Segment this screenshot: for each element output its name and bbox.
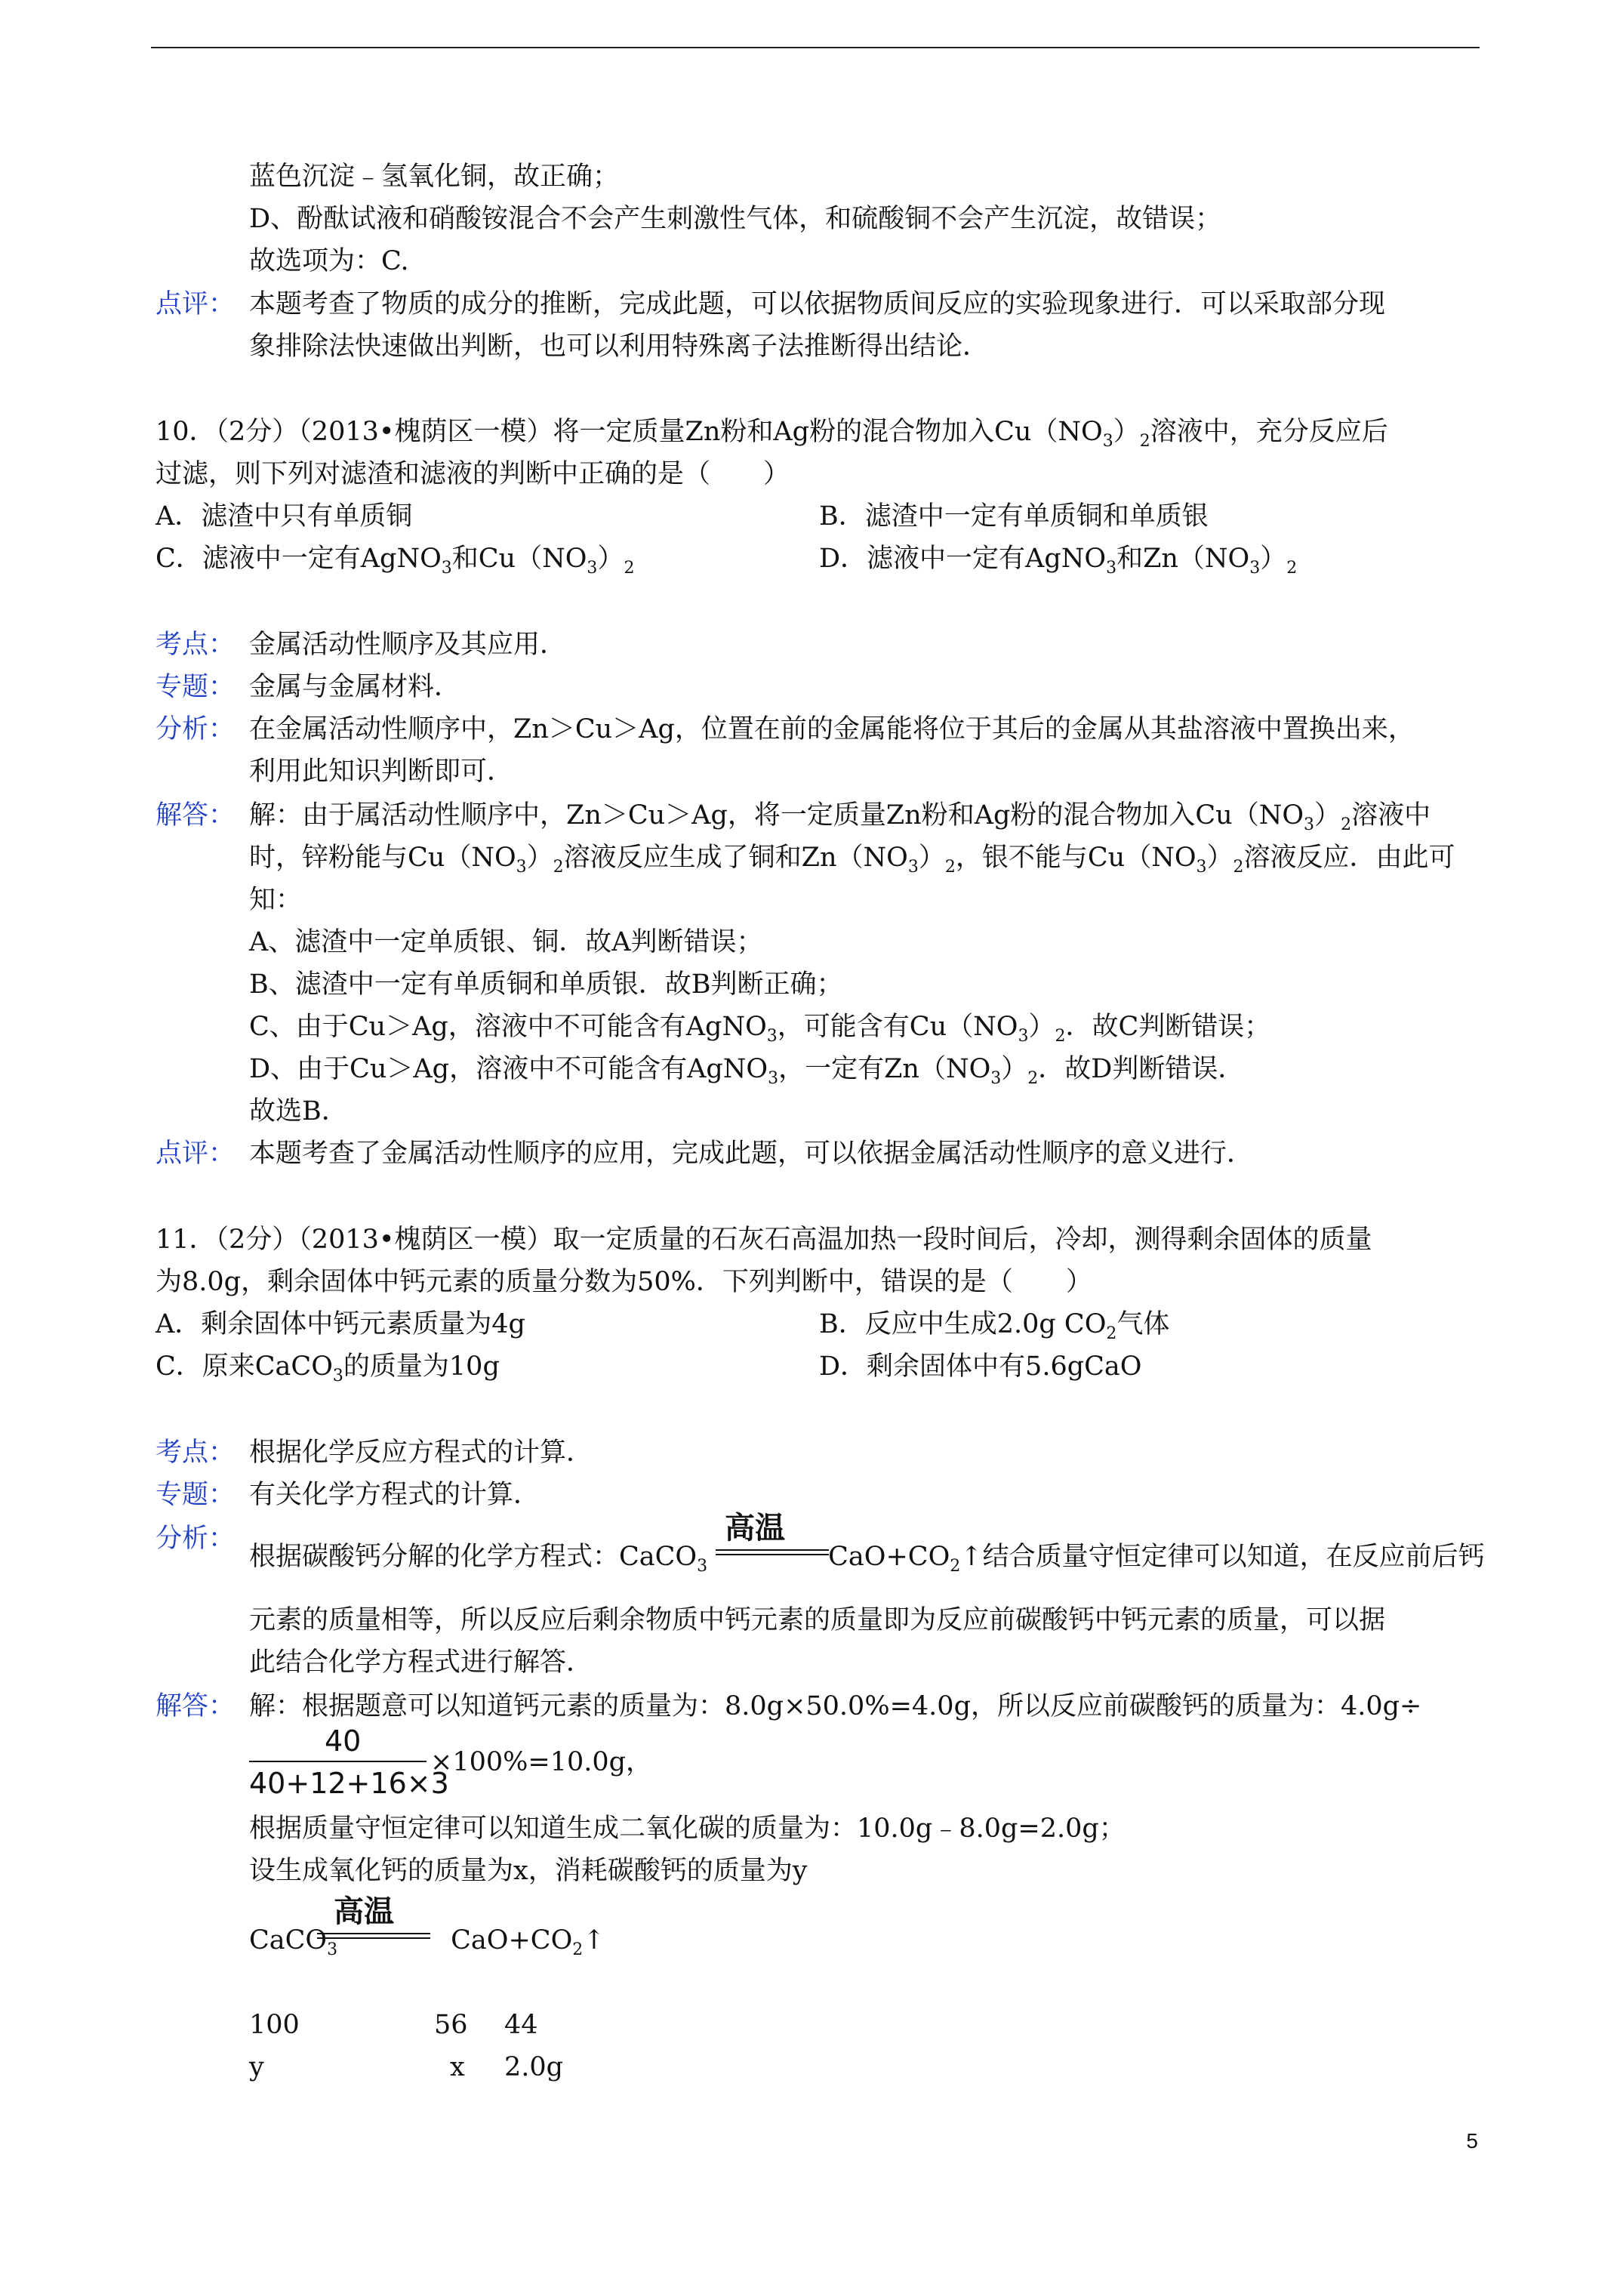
mass-44: 44 [504,2010,538,2040]
text-line: A、滤渣中一定单质银、铜．故A判断错误； [249,927,763,957]
option-d: D．滤液中一定有AgNO$_3$和$Zn(NO_3)_2$ [819,544,1298,578]
text-line: 设生成氧化钙的质量为x，消耗碳酸钙的质量为y [249,1856,808,1886]
text-line: 象排除法快速做出判断，也可以利用特殊离子法推断得出结论． [249,331,990,362]
label-jieda: 解答： [156,1691,236,1721]
condition-gaowen: 高温 [334,1894,394,1929]
question-11-stem: 11．（2分）（2013•槐荫区一模）取一定质量的石灰石高温加热一段时间后，冷却，测得剩余固体的质量 [156,1225,1372,1255]
question-11-stem-2: 为8.0g，剩余固体中钙元素的质量分数为50%．下列判断中，错误的是（ ） [156,1267,1092,1297]
text-line: 本题考查了金属活动性顺序的应用，完成此题，可以依据金属活动性顺序的意义进行． [249,1139,1254,1169]
label-zhuanti: 专题： [156,672,236,702]
question-10-stem: 10．（2分）（2013•槐荫区一模）将一定质量Zn粉和Ag粉的混合物加入$Cu(NO_3)_2$溶液中，充分反应后 [156,417,1388,451]
label-fenxi: 分析： [156,1524,236,1554]
option-c: C．原来CaCO$_3$的质量为10g [156,1351,500,1385]
text-line: 金属活动性顺序及其应用． [249,630,567,660]
text-line: 有关化学方程式的计算． [249,1480,540,1510]
text-line: 故选项为：C. [249,246,409,276]
label-jieda: 解答： [156,800,236,831]
option-b: B．反应中生成2.0g $CO_2$气体 [819,1309,1170,1343]
text-line: B、滤渣中一定有单质铜和单质银．故B判断正确； [249,969,843,1000]
text-line: 根据质量守恒定律可以知道生成二氧化碳的质量为：10.0g﹣8.0g=2.0g； [249,1814,1126,1844]
label-dianping: 点评： [156,289,236,319]
option-a: A．滤渣中只有单质铜 [156,501,413,532]
equals-sign [716,1549,829,1555]
text-line: 根据碳酸钙分解的化学方程式：CaCO$_3$ $CaO+CO_2↑$结合质量守恒定律可以知道，在反应前后钙 [249,1542,1485,1576]
option-c: C．滤液中一定有AgNO$_3$和$Cu(NO_3)_2$ [156,544,635,578]
question-10-stem-2: 过滤，则下列对滤渣和滤液的判断中正确的是（ ） [156,459,790,489]
fraction-bar [249,1761,427,1762]
text-line: ×100%=10.0g， [430,1747,653,1777]
mass-100: 100 [249,2010,300,2040]
text-line: 本题考查了物质的成分的推断，完成此题，可以依据物质间反应的实验现象进行．可以采取部分现 [249,289,1386,319]
label-dianping: 点评： [156,1139,236,1169]
reaction-equation: CaCO$_3$ $CaO+CO_2↑$ [249,1925,605,1959]
text-line: D、由于Cu＞Ag，溶液中不可能含有AgNO$_3$，一定有$Zn(NO_3)_2$．故D判断错误． [249,1054,1245,1088]
label-fenxi: 分析： [156,714,236,744]
text-line: 在金属活动性顺序中，Zn＞Cu＞Ag，位置在前的金属能将位于其后的金属从其盐溶液中置换出来， [249,714,1415,744]
text-line: 蓝色沉淀﹣氢氧化铜，故正确； [249,162,620,192]
text-line: 利用此知识判断即可． [249,757,514,787]
fraction-numerator: 40 [325,1724,362,1758]
text-line: 故选B． [249,1096,348,1126]
fraction-denominator: 40+12+16×3 [249,1767,449,1800]
option-a: A．剩余固体中钙元素质量为4g [156,1309,525,1339]
label-kaodian: 考点： [156,630,236,660]
var-y: y [249,2052,264,2082]
label-zhuanti: 专题： [156,1480,236,1510]
page-number: 5 [1466,2129,1478,2153]
text-line: 时，锌粉能与$Cu(NO_3)_2$溶液反应生成了铜和$Zn(NO_3)_2$，银不能与$Cu(NO_3)_2$溶液反应．由此可 [249,843,1455,877]
label-kaodian: 考点： [156,1438,236,1468]
text-line: 解：由于属活动性顺序中，Zn＞Cu＞Ag，将一定质量Zn粉和Ag粉的混合物加入$Cu(NO_3)_2$溶液中 [249,800,1431,834]
option-d: D．剩余固体中有5.6gCaO [819,1351,1142,1382]
option-b: B．滤渣中一定有单质铜和单质银 [819,501,1209,532]
var-x: x [450,2052,465,2082]
text-line: D、酚酞试液和硝酸铵混合不会产生刺激性气体，和硫酸铜不会产生沉淀，故错误； [249,204,1222,234]
text-line: C、由于Cu＞Ag，溶液中不可能含有AgNO$_3$，可能含有$Cu(NO_3)_2$．故C判断错误； [249,1012,1271,1046]
text-line: 此结合化学方程式进行解答． [249,1647,593,1678]
condition-gaowen: 高温 [725,1511,785,1546]
header-rule [151,47,1480,48]
text-line: 金属与金属材料． [249,672,461,702]
text-line: 知： [249,885,303,915]
text-line: 元素的质量相等，所以反应后剩余物质中钙元素的质量即为反应前碳酸钙中钙元素的质量，可以据 [249,1605,1386,1635]
text-line: 解：根据题意可以知道钙元素的质量为：8.0g×50.0%=4.0g，所以反应前碳酸钙的质量为：4.0g÷ [249,1691,1422,1721]
mass-56: 56 [434,2010,468,2040]
text-line: 根据化学反应方程式的计算． [249,1438,593,1468]
var-2g: 2.0g [504,2052,564,2082]
